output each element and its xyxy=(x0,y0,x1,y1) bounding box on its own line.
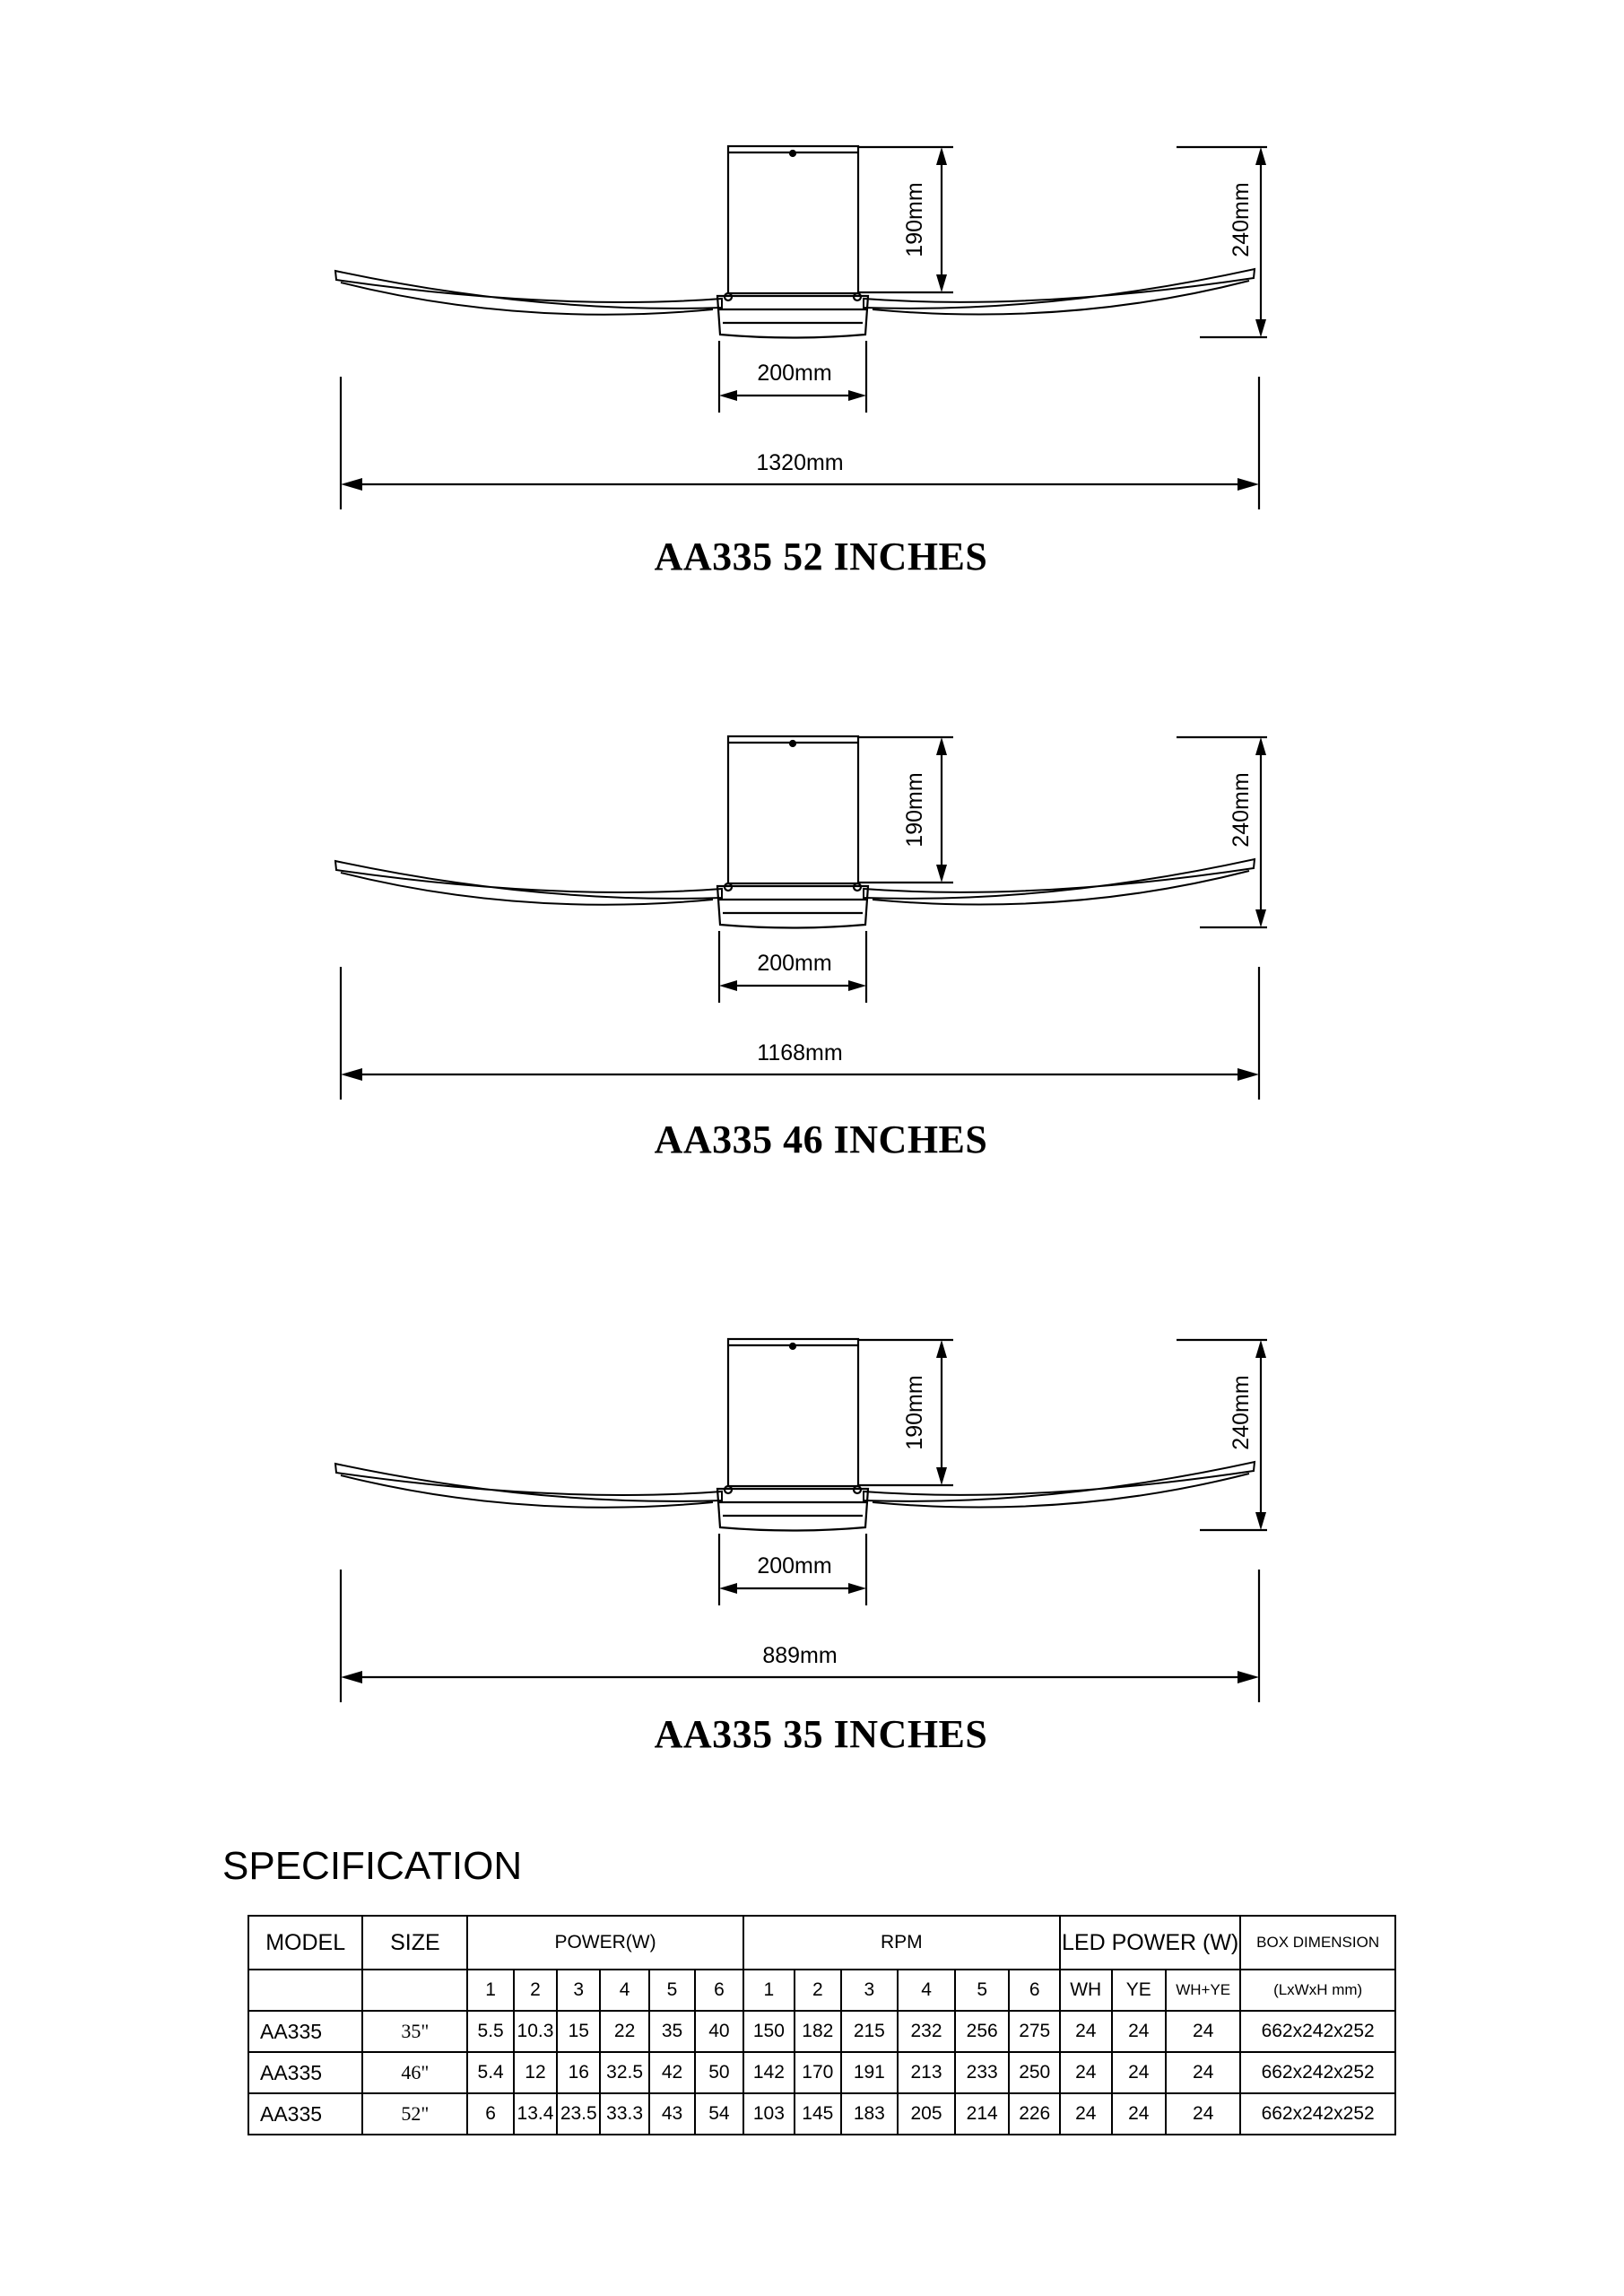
box-cell: 662x242x252 xyxy=(1240,2052,1395,2093)
fan-drawing-35 xyxy=(0,1193,1624,1767)
motor-width-label: 200mm xyxy=(757,1553,832,1578)
blade-left xyxy=(335,1464,722,1501)
rpm-cell: 145 xyxy=(795,2093,840,2135)
subheader-row xyxy=(248,1970,1395,2011)
motor-width-label: 200mm xyxy=(757,951,832,976)
box-dimension-header: BOX DIMENSION xyxy=(1240,1916,1395,1970)
empty-cell xyxy=(248,1970,362,2011)
led-hub xyxy=(717,886,868,928)
power-cell: 23.5 xyxy=(557,2093,600,2135)
rpm-cell: 214 xyxy=(955,2093,1010,2135)
table-row xyxy=(248,2093,1395,2135)
rpm-speed-6: 6 xyxy=(1009,1970,1060,2011)
rpm-cell: 150 xyxy=(743,2011,795,2052)
blade-right xyxy=(864,859,1255,899)
power-cell: 33.3 xyxy=(600,2093,648,2135)
rpm-speed-3: 3 xyxy=(841,1970,899,2011)
motor-housing xyxy=(728,736,858,883)
rpm-cell: 213 xyxy=(898,2052,955,2093)
rpm-cell: 256 xyxy=(955,2011,1010,2052)
box-cell: 662x242x252 xyxy=(1240,2093,1395,2135)
rpm-cell: 205 xyxy=(898,2093,955,2135)
fan-diagram xyxy=(0,590,1624,1164)
rpm-cell: 215 xyxy=(841,2011,899,2052)
overall-height-label: 240mm xyxy=(1229,1375,1254,1450)
led-cell: 24 xyxy=(1060,2093,1112,2135)
rpm-speed-2: 2 xyxy=(795,1970,840,2011)
power-speed-1: 1 xyxy=(467,1970,513,2011)
led-cell: 24 xyxy=(1060,2052,1112,2093)
motor-height-label: 190mm xyxy=(902,1375,927,1450)
power-cell: 15 xyxy=(557,2011,600,2052)
rpm-speed-1: 1 xyxy=(743,1970,795,2011)
overall-height-label: 240mm xyxy=(1229,182,1254,257)
power-cell: 13.4 xyxy=(514,2093,557,2135)
power-speed-4: 4 xyxy=(600,1970,648,2011)
model-header: MODEL xyxy=(248,1916,362,1970)
led-cell: 24 xyxy=(1112,2052,1167,2093)
header-row xyxy=(248,1916,1395,1970)
rpm-cell: 170 xyxy=(795,2052,840,2093)
motor-housing xyxy=(728,1339,858,1486)
power-cell: 5.5 xyxy=(467,2011,513,2052)
power-speed-2: 2 xyxy=(514,1970,557,2011)
motor-height-label: 190mm xyxy=(902,182,927,257)
power-cell: 5.4 xyxy=(467,2052,513,2093)
model-cell: AA335 xyxy=(248,2011,362,2052)
blade-left xyxy=(335,861,722,899)
power-cell: 50 xyxy=(695,2052,743,2093)
rpm-cell: 233 xyxy=(955,2052,1010,2093)
rpm-cell: 226 xyxy=(1009,2093,1060,2135)
led-wh-header: WH xyxy=(1060,1970,1112,2011)
led-cell: 24 xyxy=(1112,2093,1167,2135)
rpm-speed-5: 5 xyxy=(955,1970,1010,2011)
size-header: SIZE xyxy=(362,1916,467,1970)
fan-drawing-52 xyxy=(0,0,1624,574)
rpm-cell: 191 xyxy=(841,2052,899,2093)
motor-height-label: 190mm xyxy=(902,772,927,848)
size-cell: 46" xyxy=(362,2052,467,2093)
box-cell: 662x242x252 xyxy=(1240,2011,1395,2052)
box-unit-header: (LxWxH mm) xyxy=(1240,1970,1395,2011)
spec-heading: SPECIFICATION xyxy=(222,1844,523,1888)
size-cell: 35" xyxy=(362,2011,467,2052)
rpm-header: RPM xyxy=(743,1916,1060,1970)
led-whye-header: WH+YE xyxy=(1166,1970,1240,2011)
rpm-cell: 250 xyxy=(1009,2052,1060,2093)
fan-diagram xyxy=(0,1193,1624,1767)
drawing-title: AA335 52 INCHES xyxy=(654,535,988,578)
rpm-cell: 275 xyxy=(1009,2011,1060,2052)
power-cell: 10.3 xyxy=(514,2011,557,2052)
power-cell: 43 xyxy=(649,2093,695,2135)
drawing-title: AA335 35 INCHES xyxy=(654,1712,988,1756)
led-cell: 24 xyxy=(1166,2052,1240,2093)
blade-right xyxy=(864,269,1255,309)
power-cell: 32.5 xyxy=(600,2052,648,2093)
rpm-cell: 183 xyxy=(841,2093,899,2135)
blade-left xyxy=(335,271,722,309)
power-cell: 16 xyxy=(557,2052,600,2093)
power-speed-3: 3 xyxy=(557,1970,600,2011)
power-cell: 54 xyxy=(695,2093,743,2135)
table-row xyxy=(248,2052,1395,2093)
led-power-header: LED POWER (W) xyxy=(1060,1916,1240,1970)
led-hub xyxy=(717,296,868,338)
total-width-label: 1320mm xyxy=(756,450,844,475)
overall-height-label: 240mm xyxy=(1229,772,1254,848)
rpm-cell: 103 xyxy=(743,2093,795,2135)
power-cell: 35 xyxy=(649,2011,695,2052)
led-hub xyxy=(717,1489,868,1531)
led-cell: 24 xyxy=(1166,2011,1240,2052)
fan-diagram xyxy=(0,0,1624,574)
power-header: POWER(W) xyxy=(467,1916,743,1970)
led-cell: 24 xyxy=(1112,2011,1167,2052)
spec-table xyxy=(248,1915,1396,2135)
rpm-cell: 182 xyxy=(795,2011,840,2052)
led-ye-header: YE xyxy=(1112,1970,1167,2011)
rpm-cell: 142 xyxy=(743,2052,795,2093)
model-cell: AA335 xyxy=(248,2093,362,2135)
total-width-label: 1168mm xyxy=(757,1040,843,1065)
drawing-title: AA335 46 INCHES xyxy=(654,1118,988,1161)
power-cell: 42 xyxy=(649,2052,695,2093)
size-cell: 52" xyxy=(362,2093,467,2135)
power-cell: 22 xyxy=(600,2011,648,2052)
fan-drawing-46 xyxy=(0,590,1624,1164)
total-width-label: 889mm xyxy=(762,1643,838,1668)
rpm-cell: 232 xyxy=(898,2011,955,2052)
table-row xyxy=(248,2011,1395,2052)
power-speed-5: 5 xyxy=(649,1970,695,2011)
power-cell: 6 xyxy=(467,2093,513,2135)
power-speed-6: 6 xyxy=(695,1970,743,2011)
rpm-speed-4: 4 xyxy=(898,1970,955,2011)
motor-width-label: 200mm xyxy=(757,361,832,386)
blade-right xyxy=(864,1462,1255,1501)
empty-cell xyxy=(362,1970,467,2011)
model-cell: AA335 xyxy=(248,2052,362,2093)
motor-housing xyxy=(728,146,858,293)
power-cell: 40 xyxy=(695,2011,743,2052)
power-cell: 12 xyxy=(514,2052,557,2093)
led-cell: 24 xyxy=(1060,2011,1112,2052)
led-cell: 24 xyxy=(1166,2093,1240,2135)
